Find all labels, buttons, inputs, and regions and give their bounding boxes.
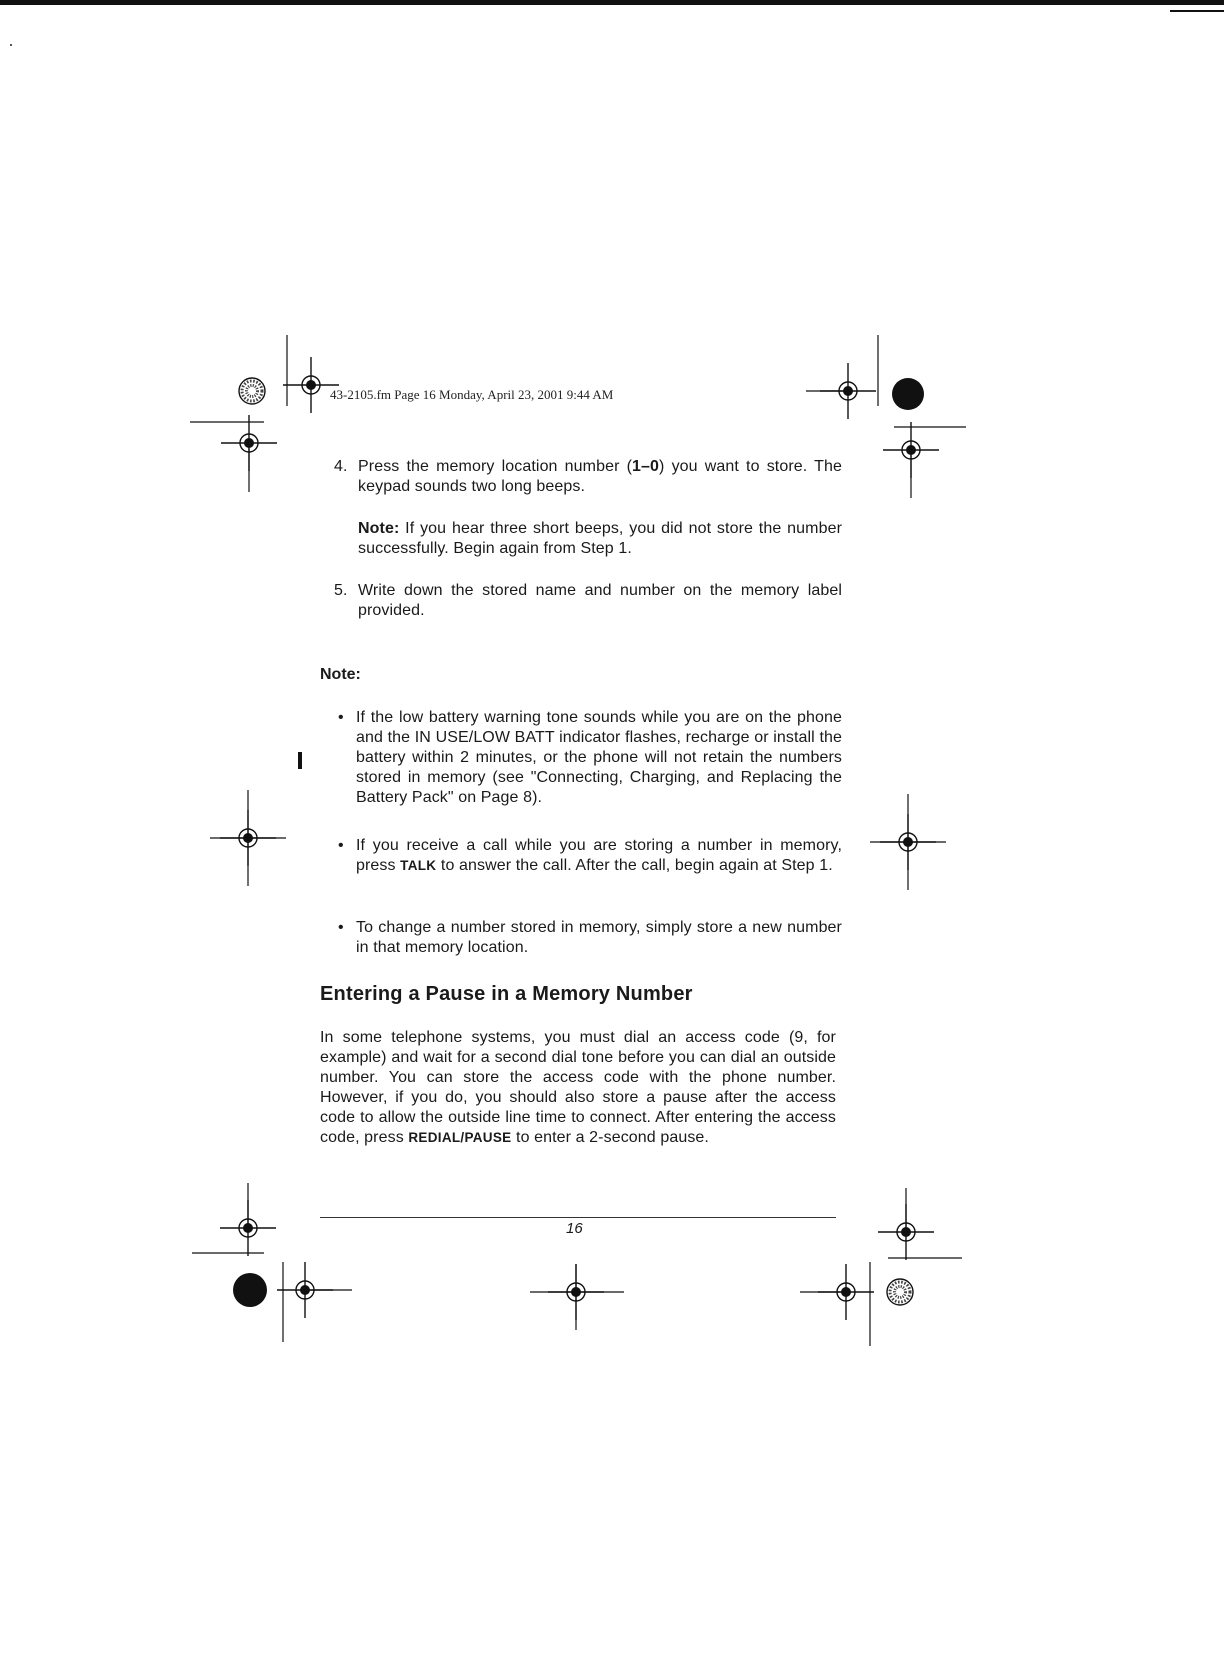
note-bullet xyxy=(338,918,842,958)
solid-dot-icon xyxy=(892,378,924,410)
inline-note xyxy=(358,519,842,559)
registration-crosshair-icon xyxy=(283,357,339,413)
talk-key: TALK xyxy=(400,858,437,873)
redial-pause-key: REDIAL/PAUSE xyxy=(408,1130,512,1145)
step-4 xyxy=(334,457,842,497)
bullet-text-part: to answer the call. After the call, begin again at Step 1. xyxy=(436,857,833,874)
star-target-icon xyxy=(887,1279,913,1305)
note-bullet xyxy=(338,836,842,876)
section-title: Entering a Pause in a Memory Number xyxy=(320,983,693,1005)
step-text-part: ) you want to store. The keypad sounds two long beeps. xyxy=(358,458,842,495)
change-bar xyxy=(298,752,302,769)
bullet-text: To change a number stored in memory, simply store a new number in that memory location. xyxy=(356,919,842,956)
bottom-right-registration-marks xyxy=(800,1188,962,1346)
bottom-center-registration-mark xyxy=(530,1264,624,1330)
step-text-part: Press the memory location number ( xyxy=(358,458,633,475)
bullet-icon: • xyxy=(338,709,344,726)
print-header-slug: 43-2105.fm Page 16 Monday, April 23, 2001 9:44 AM xyxy=(330,387,614,402)
top-left-registration-marks xyxy=(190,335,339,492)
star-target-icon xyxy=(239,378,265,404)
bullet-icon: • xyxy=(338,837,344,854)
step-text: Write down the stored name and number on the memory label provided. xyxy=(358,582,842,619)
note-label: Note: xyxy=(358,520,400,537)
step-number: 4. xyxy=(334,458,348,475)
section-paragraph xyxy=(320,1028,836,1148)
step-number: 5. xyxy=(334,582,348,599)
bottom-left-registration-marks xyxy=(192,1183,352,1342)
solid-dot-icon xyxy=(233,1273,267,1307)
note-bullet xyxy=(338,708,842,808)
step-text xyxy=(358,457,842,497)
memory-location-key: 1–0 xyxy=(632,458,660,475)
bullet-text-part: If you receive a call while you are storing a number in memory, press xyxy=(356,837,842,874)
note-heading: Note: xyxy=(320,666,361,683)
bullet-text: If the low battery warning tone sounds while you are on the phone and the IN USE/LOW BATT indicator flashes, recharge or install the battery within 2 minutes, or the phone will not retain the numbers stored in memory (see "Connecting, Charging, and Replacing the Battery Pack" on Page 8). xyxy=(356,709,842,806)
note-text: If you hear three short beeps, you did not store the number successfully. Begin again from Step 1. xyxy=(358,520,842,557)
paragraph-text-part: to enter a 2-second pause. xyxy=(511,1129,709,1146)
page-number: 16 xyxy=(566,1220,583,1237)
bullet-text xyxy=(356,836,842,876)
footer-rule xyxy=(320,1217,836,1218)
bullet-icon: • xyxy=(338,919,344,936)
paragraph-text-part: In some telephone systems, you must dial an access code (9, for example) and wait for a second dial tone before you can dial an outside number. You can store the access code with the phone number. However, if you do, you should also store a pause after the access code to allow the outside line time to connect. After entering the access code, press xyxy=(320,1029,836,1146)
step-5 xyxy=(334,581,842,621)
